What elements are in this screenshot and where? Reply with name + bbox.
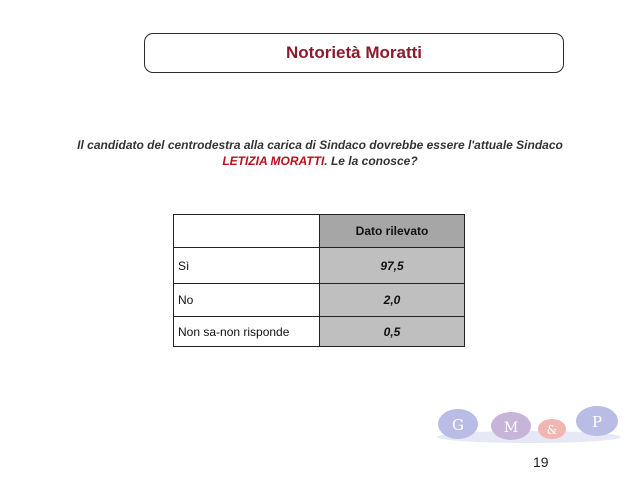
row-value: 2,0 (320, 284, 465, 317)
table-row (174, 284, 465, 317)
row-value: 0,5 (320, 317, 465, 347)
survey-question (40, 137, 600, 169)
logo-bubble-m (491, 412, 531, 440)
question-highlight: LETIZIA MORATTI (222, 154, 325, 168)
page-number: 19 (533, 454, 549, 470)
table-row (174, 248, 465, 284)
logo-bubble-g (438, 409, 478, 439)
svg-text:P: P (591, 413, 603, 431)
row-label: Non sa-non risponde (174, 317, 320, 347)
logo-bubble-amp (538, 419, 566, 439)
question-text-part2: . Le la conosce? (324, 154, 418, 168)
header-blank-cell (174, 215, 320, 248)
svg-text:&: & (546, 423, 558, 437)
svg-text:G: G (452, 416, 464, 434)
logo-bubble-p (576, 406, 618, 436)
slide-title: Notorietà Moratti (286, 43, 422, 62)
table-row (174, 317, 465, 347)
gmp-logo (434, 404, 624, 444)
row-label: No (174, 284, 320, 317)
results-table (173, 214, 465, 347)
title-box (144, 33, 564, 73)
question-text-part1: Il candidato del centrodestra alla carica di Sindaco dovrebbe essere l'attuale Sindaco (77, 138, 563, 152)
row-label: Sì (174, 248, 320, 284)
table-header-row (174, 215, 465, 248)
header-cell: Dato rilevato (320, 215, 465, 248)
row-value: 97,5 (320, 248, 465, 284)
svg-text:M: M (503, 420, 519, 436)
